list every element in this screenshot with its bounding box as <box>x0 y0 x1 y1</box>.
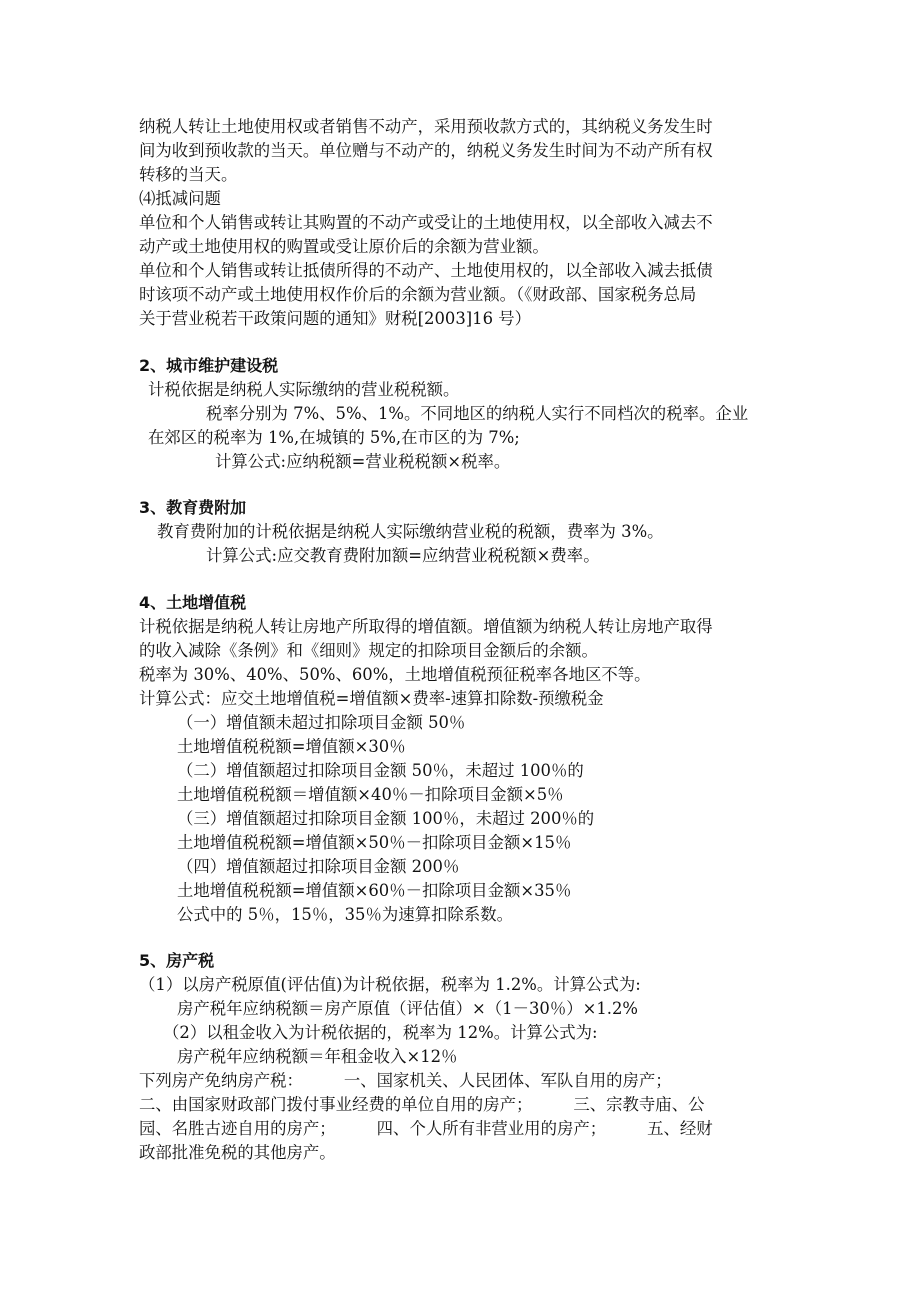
paragraph-line: 单位和个人销售或转让抵债所得的不动产、土地使用权的，以全部收入减去抵债 <box>139 261 713 280</box>
tier-line: 土地增值税税额=增值额×50％－扣除项目金额×15％ <box>177 833 572 852</box>
formula-line: 房产税年应纳税额＝房产原值（评估值）×（1－30％）×1.2% <box>177 999 638 1018</box>
paragraph-line: （2）以租金收入为计税依据的，税率为 12%。计算公式为: <box>163 1023 598 1042</box>
paragraph-line: 计税依据是纳税人实际缴纳的营业税税额。 <box>148 380 460 399</box>
paragraph-line: 税率分别为 7%、5%、1%。不同地区的纳税人实行不同档次的税率。企业 <box>206 404 749 423</box>
section-title-education-surcharge: 3、教育费附加 <box>139 498 247 517</box>
formula-line: 计算公式:应纳税额=营业税税额×税率。 <box>215 452 511 471</box>
formula-line: 房产税年应纳税额＝年租金收入×12％ <box>177 1047 458 1066</box>
paragraph-line: 二、由国家财政部门拨付事业经费的单位自用的房产； 三、宗教寺庙、公 <box>139 1095 705 1114</box>
section-title-property-tax: 5、房产税 <box>139 951 215 970</box>
tier-line: 公式中的 5％，15％，35％为速算扣除系数。 <box>177 905 513 924</box>
paragraph-line: 的收入减除《条例》和《细则》规定的扣除项目金额后的余额。 <box>139 641 598 660</box>
tier-line: （三）增值额超过扣除项目金额 100％，未超过 200％的 <box>177 809 595 828</box>
paragraph-line: 园、名胜古迹自用的房产； 四、个人所有非营业用的房产； 五、经财 <box>139 1119 713 1138</box>
paragraph-line: 时该项不动产或土地使用权作价后的余额为营业额。（《财政部、国家税务总局 <box>139 285 697 304</box>
paragraph-line: 间为收到预收款的当天。单位赠与不动产的，纳税义务发生时间为不动产所有权 <box>139 141 713 160</box>
tier-line: （二）增值额超过扣除项目金额 50％，未超过 100％的 <box>177 761 584 780</box>
tier-line: 土地增值税税额=增值额×60％－扣除项目金额×35％ <box>177 881 572 900</box>
paragraph-line: 下列房产免纳房产税： 一、国家机关、人民团体、军队自用的房产； <box>139 1071 672 1090</box>
paragraph-line: 教育费附加的计税依据是纳税人实际缴纳营业税的税额，费率为 3%。 <box>157 522 664 541</box>
paragraph-line: 转移的当天。 <box>139 165 238 184</box>
paragraph-line: 单位和个人销售或转让其购置的不动产或受让的土地使用权，以全部收入减去不 <box>139 213 713 232</box>
paragraph-line: 税率为 30%、40%、50%、60%，土地增值税预征税率各地区不等。 <box>139 665 651 684</box>
section-title-land-appreciation-tax: 4、土地增值税 <box>139 593 247 612</box>
paragraph-line: 计税依据是纳税人转让房地产所取得的增值额。增值额为纳税人转让房地产取得 <box>139 617 713 636</box>
paragraph-line: 在郊区的税率为 1%,在城镇的 5%,在市区的为 7%; <box>148 428 520 447</box>
tier-line: 土地增值税税额＝增值额×40％－扣除项目金额×5％ <box>177 785 564 804</box>
paragraph-line: 纳税人转让土地使用权或者销售不动产，采用预收款方式的，其纳税义务发生时 <box>139 117 713 136</box>
tier-line: （一）增值额未超过扣除项目金额 50％ <box>177 713 466 732</box>
paragraph-line: 关于营业税若干政策问题的通知》财税[2003]16 号） <box>139 309 531 328</box>
paragraph-line: （1）以房产税原值(评估值)为计税依据，税率为 1.2%。计算公式为: <box>139 975 641 994</box>
formula-line: 计算公式：应交土地增值税=增值额×费率-速算扣除数-预缴税金 <box>139 689 604 708</box>
subheading-deduction: ⑷抵减问题 <box>139 189 221 208</box>
paragraph-line: 动产或土地使用权的购置或受让原价后的余额为营业额。 <box>139 237 549 256</box>
tier-line: （四）增值额超过扣除项目金额 200％ <box>177 857 460 876</box>
formula-line: 计算公式:应交教育费附加额=应纳营业税税额×费率。 <box>206 546 600 565</box>
paragraph-line: 政部批准免税的其他房产。 <box>139 1143 336 1162</box>
section-title-urban-maintenance-tax: 2、城市维护建设税 <box>139 356 279 375</box>
tier-line: 土地增值税税额=增值额×30％ <box>177 737 406 756</box>
